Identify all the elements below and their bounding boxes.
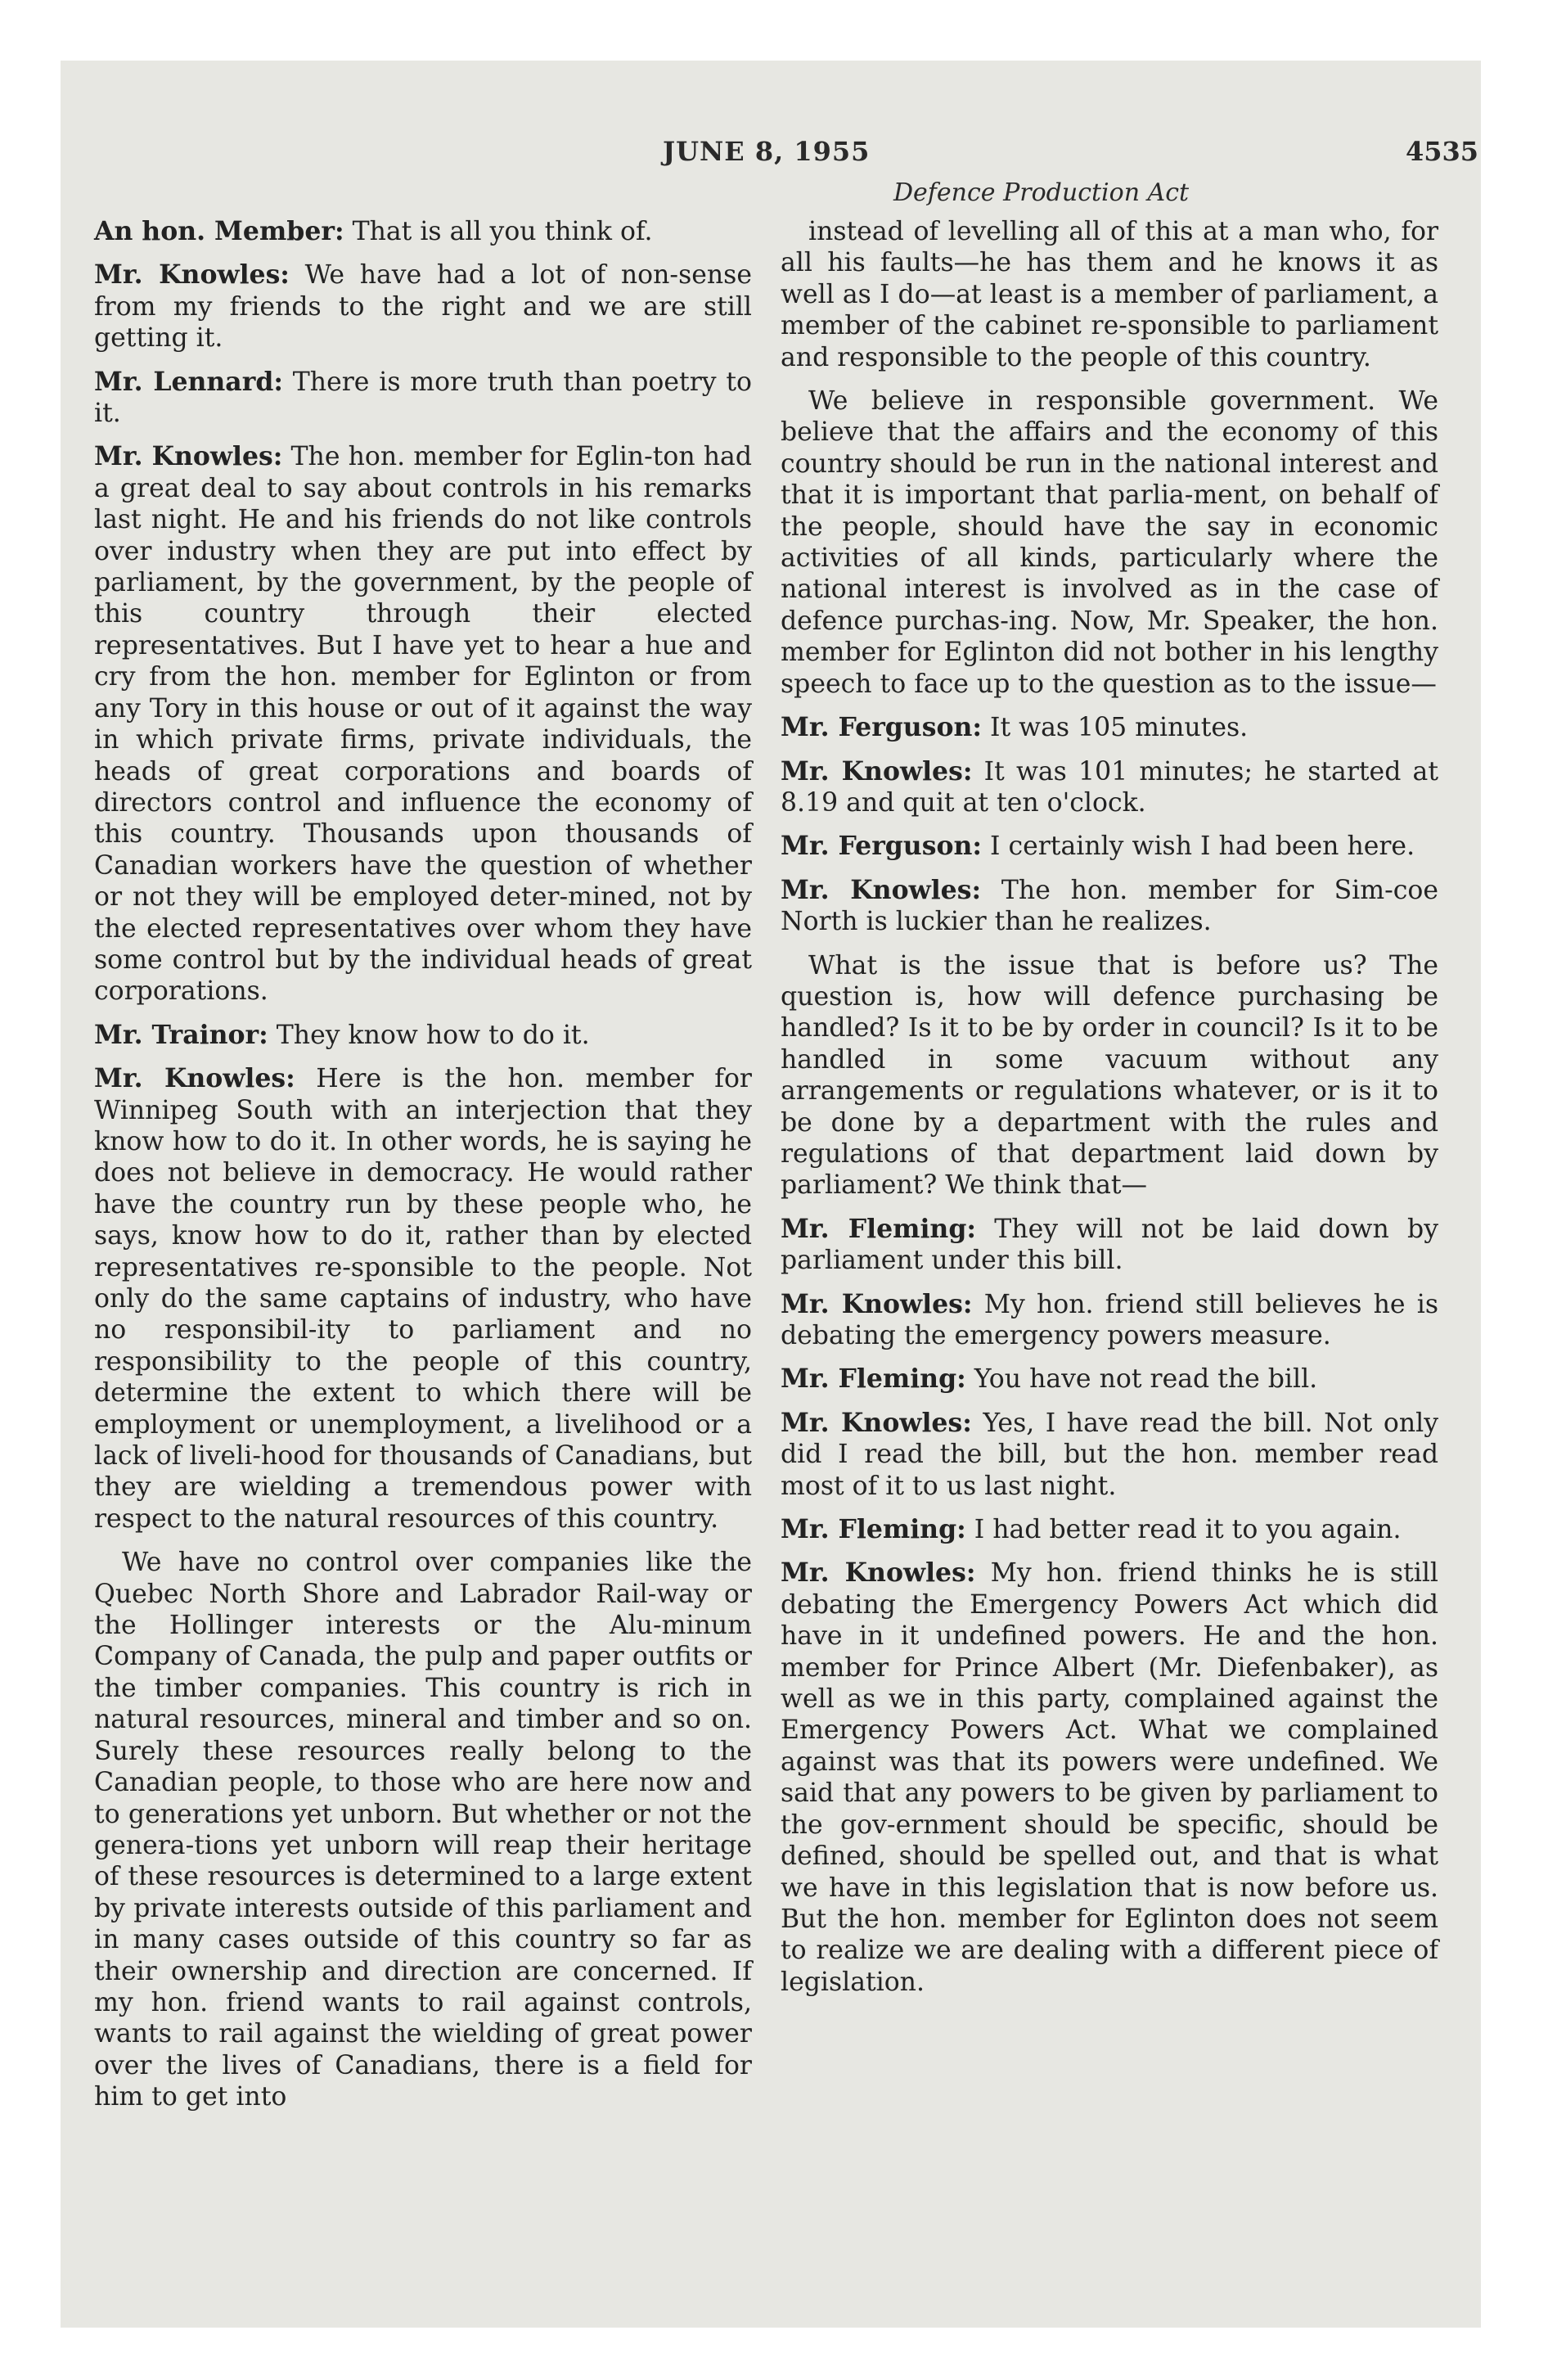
paragraph <box>94 259 752 354</box>
paragraph-text: My hon. friend thinks he is still debating the Emergency Powers Act which did have in it undefined powers. He and the hon. member for Prince Albert (Mr. Diefenbaker), as well as we in this party, complained against the Emergency Powers Act. What we complained against was that its powers were undefined. We said that any powers to be given by parliament to the gov-ernment should be specific, should be defined, should be spelled out, and that is what we have in this legislation that is now before us. But the hon. member for Eglinton does not seem to realize we are dealing with a different piece of legislation. <box>781 1558 1438 1997</box>
header-date: JUNE 8, 1955 <box>663 136 871 167</box>
paragraph-text: Yes, I have read the bill. Not only did I read the bill, but the hon. member read most of it to us last night. <box>781 1408 1438 1501</box>
right-column <box>781 216 1438 2010</box>
page-header <box>61 136 1481 174</box>
paragraph-text: We have no control over companies like the Quebec North Shore and Labrador Rail-way or the Hollinger interests or the Alu-minum Company of Canada, the pulp and paper outfits or the timber companies. This country is rich in natural resources, mineral and timber and so on. Surely these resources really belong to the Canadian people, to those who are here now and to generations yet unborn. But whether or not the genera-tions yet unborn will reap their heritage of these resources is determined to a large extent by private interests outside of this parliament and in many cases outside of this country so far as their ownership and direction are concerned. If my hon. friend wants to rail against controls, wants to rail against the wielding of great power over the lives of Canadians, there is a field for him to get into <box>94 1548 752 2112</box>
paragraph-text: I certainly wish I had been here. <box>982 832 1415 862</box>
paragraph <box>94 441 752 1007</box>
speaker-name: Mr. Knowles: <box>781 1557 976 1589</box>
paragraph <box>781 831 1438 862</box>
paragraph <box>781 1408 1438 1502</box>
paragraph-text: I had better read it to you again. <box>965 1515 1402 1545</box>
page-number: 4535 <box>1406 136 1479 167</box>
speaker-name: Mr. Knowles: <box>781 1288 973 1319</box>
paragraph-text: instead of levelling all of this at a man who, for all his faults—he has them and he knows it as well as I do—at least is a member of parliament, a member of the cabinet re-sponsible to parliament and responsible to the people of this country. <box>781 217 1438 372</box>
paragraph-text: My hon. friend still believes he is debating the emergency powers measure. <box>781 1289 1438 1350</box>
speaker-name: Mr. Knowles: <box>94 441 283 472</box>
running-title: Defence Production Act <box>893 178 1190 207</box>
paragraph <box>781 1364 1438 1395</box>
speaker-name: Mr. Knowles: <box>94 259 290 291</box>
speaker-name: Mr. Fleming: <box>781 1364 966 1395</box>
paragraph <box>781 756 1438 819</box>
speaker-name: Mr. Knowles: <box>781 874 982 905</box>
paragraph <box>781 1214 1438 1277</box>
speaker-name: Mr. Lennard: <box>94 366 283 397</box>
speaker-name: An hon. Member: <box>94 216 344 246</box>
speaker-name: Mr. Knowles: <box>94 1063 295 1094</box>
paragraph <box>781 875 1438 938</box>
speaker-name: Mr. Ferguson: <box>781 712 982 743</box>
speaker-name: Mr. Knowles: <box>781 1407 972 1438</box>
paragraph-text: They know how to do it. <box>268 1020 590 1050</box>
speaker-name: Mr. Knowles: <box>781 755 973 787</box>
paragraph-text: We have had a lot of non-sense from my friends to the right and we are still getting it. <box>94 260 752 354</box>
paragraph <box>781 712 1438 743</box>
paragraph <box>781 385 1438 700</box>
paragraph-text: They will not be laid down by parliament under this bill. <box>781 1214 1438 1276</box>
paragraph-text: We believe in responsible government. We believe that the affairs and the economy of this country should be run in the national interest and that it is important that parlia-ment, on behalf of the people, should have the say in economic activities of all kinds, particularly where the national interest is involved as in the case of defence purchas-ing. Now, Mr. Speaker, the hon. member for Eglinton did not bother in his lengthy speech to face up to the question as to the issue— <box>781 386 1438 699</box>
paragraph-text: It was 101 minutes; he started at 8.19 and quit at ten o'clock. <box>781 756 1438 818</box>
paragraph-text: You have not read the bill. <box>965 1364 1318 1395</box>
paragraph <box>781 950 1438 1201</box>
paragraph-text: It was 105 minutes. <box>982 713 1249 743</box>
paragraph <box>94 216 752 247</box>
paragraph <box>781 1514 1438 1545</box>
document-page <box>61 61 1481 2328</box>
speaker-name: Mr. Trainor: <box>94 1019 268 1050</box>
paragraph-text: The hon. member for Eglin-ton had a great deal to say about controls in his remarks last night. He and his friends do not like controls over industry when they are put into effect by parliament, by the government, by the people of this country through their elected representatives. But I have yet to hear a hue and cry from the hon. member for Eglinton or from any Tory in this house or out of it against the way in which private firms, private individuals, the heads of great corporations and boards of directors control and influence the economy of this country. Thousands upon thousands of Canadian workers have the question of whether or not they will be employed deter-mined, not by the elected representatives over whom they have some control but by the individual heads of great corporations. <box>94 442 752 1007</box>
paragraph-text: There is more truth than poetry to it. <box>94 367 752 429</box>
paragraph-text: That is all you think of. <box>344 217 653 246</box>
paragraph <box>781 1557 1438 1998</box>
speaker-name: Mr. Ferguson: <box>781 831 982 862</box>
paragraph <box>94 367 752 430</box>
paragraph <box>781 216 1438 373</box>
paragraph-text: What is the issue that is before us? The question is, how will defence purchasing be handled? Is it to be by order in council? Is it to be handled in some vacuum without any arrangements or regulations whatever, or is it to be done by a department with the rules and regulations of that department laid down by parliament? We think that— <box>781 950 1438 1201</box>
paragraph <box>781 1289 1438 1352</box>
speaker-name: Mr. Fleming: <box>781 1213 976 1244</box>
paragraph <box>94 1020 752 1051</box>
speaker-name: Mr. Fleming: <box>781 1514 966 1545</box>
left-column <box>94 216 752 2125</box>
paragraph <box>94 1063 752 1535</box>
paragraph-text: The hon. member for Sim-coe North is luckier than he realizes. <box>781 875 1438 937</box>
paragraph-text: Here is the hon. member for Winnipeg South with an interjection that they know how to do it. In other words, he is saying he does not believe in democracy. He would rather have the country run by these people who, he says, know how to do it, rather than by elected representatives re-sponsible to the people. Not only do the same captains of industry, who have no responsibil-ity to parliament and no responsibility to the people of this country, determine the extent to which there will be employment or unemployment, a livelihood or a lack of liveli-hood for thousands of Canadians, but they are wielding a tremendous power with respect to the natural resources of this country. <box>94 1064 752 1534</box>
paragraph <box>94 1547 752 2112</box>
